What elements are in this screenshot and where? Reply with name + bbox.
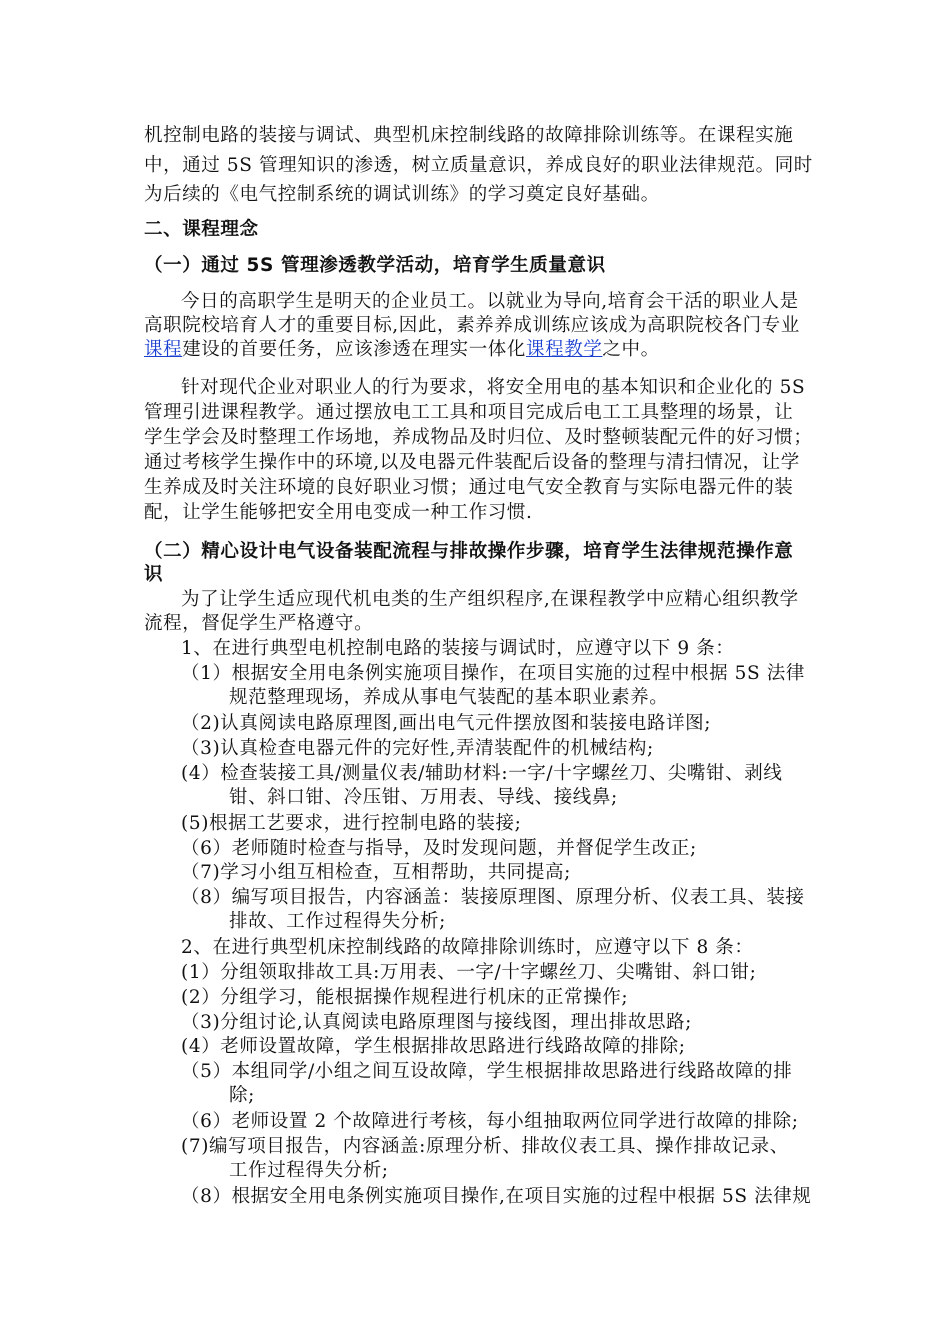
paragraph-1-line-3-mid: 建设的首要任务，应该渗透在理实一体化: [182, 339, 527, 360]
paragraph-1-line-2: 高职院校培育人才的重要目标,因此，素养养成训练应该成为高职院校各门专业: [144, 315, 800, 336]
subsection-heading-1: （一）通过 5S 管理渗透教学活动，培育学生质量意识: [144, 255, 606, 276]
list-2-item-5-line-2: 除;: [229, 1085, 255, 1106]
list-1-item-4-line-2: 钳、斜口钳、冷压钳、万用表、导线、接线鼻;: [229, 787, 618, 808]
list-1-item-5: (5)根据工艺要求，进行控制电路的装接;: [181, 813, 522, 834]
list-2-item-2: (2）分组学习，能根据操作规程进行机床的正常操作;: [181, 987, 629, 1008]
paragraph-2-line-5: 生养成及时关注环境的良好职业习惯；通过电气安全教育与实际电器元件的装: [144, 477, 794, 498]
paragraph-3-line-1: 为了让学生适应现代机电类的生产组织程序,在课程教学中应精心组织教学: [181, 589, 799, 610]
list-2-item-7-line-2: 工作过程得失分析;: [229, 1160, 389, 1181]
paragraph-3-line-2: 流程，督促学生严格遵守。: [144, 613, 374, 634]
paragraph-2-line-6: 配，让学生能够把安全用电变成一种工作习惯.: [144, 502, 533, 523]
list-1-item-2: （2)认真阅读电路原理图,画出电气元件摆放图和装接电路详图;: [181, 713, 712, 734]
subsection-heading-2-line-1: （二）精心设计电气设备装配流程与排故操作步骤，培育学生法律规范操作意: [144, 541, 794, 562]
list-1-item-8-line-2: 排故、工作过程得失分析;: [229, 911, 446, 932]
intro-line-3: 为后续的《电气控制系统的调试训练》的学习奠定良好基础。: [144, 184, 660, 205]
list-2-item-4: (4）老师设置故障，学生根据排故思路进行线路故障的排除;: [181, 1036, 686, 1057]
list-2-item-3: （3)分组讨论,认真阅读电路原理图与接线图，理出排故思路;: [181, 1012, 693, 1033]
list-1-item-1-line-1: （1）根据安全用电条例实施项目操作，在项目实施的过程中根据 5S 法律: [181, 663, 805, 684]
list-1-item-4-line-1: (4）检查装接工具/测量仪表/辅助材料:一字/十字螺丝刀、尖嘴钳、剥线: [181, 763, 783, 784]
section-heading: 二、课程理念: [144, 219, 259, 240]
paragraph-2-line-3: 学生学会及时整理工作场地，养成物品及时归位、及时整顿装配元件的好习惯；: [144, 427, 813, 448]
list-1-item-6: （6）老师随时检查与指导，及时发现问题，并督促学生改正;: [181, 838, 697, 859]
list-2-item-5-line-1: （5）本组同学/小组之间互设故障，学生根据排故思路进行线路故障的排: [181, 1061, 793, 1082]
course-link[interactable]: 课程: [144, 339, 183, 360]
list-2-title: 2、在进行典型机床控制线路的故障排除训练时，应遵守以下 8 条：: [181, 937, 754, 958]
list-1-title: 1、在进行典型电机控制电路的装接与调试时，应遵守以下 9 条：: [181, 638, 735, 659]
list-2-item-6: （6）老师设置 2 个故障进行考核，每小组抽取两位同学进行故障的排除;: [181, 1111, 799, 1132]
subsection-heading-2-line-2: 识: [144, 564, 164, 585]
list-1-item-1-line-2: 规范整理现场，养成从事电气装配的基本职业素养。: [229, 687, 669, 708]
course-teaching-link[interactable]: 课程教学: [526, 339, 603, 360]
list-2-item-8: （8）根据安全用电条例实施项目操作,在项目实施的过程中根据 5S 法律规: [181, 1186, 812, 1207]
paragraph-2-line-1: 针对现代企业对职业人的行为要求，将安全用电的基本知识和企业化的 5S: [181, 377, 806, 398]
paragraph-2-line-2: 管理引进课程教学。通过摆放电工工具和项目完成后电工工具整理的场景，让: [144, 402, 794, 423]
list-2-item-1: (1）分组领取排故工具:万用表、一字/十字螺丝刀、尖嘴钳、斜口钳;: [181, 962, 757, 983]
intro-line-2: 中，通过 5S 管理知识的渗透，树立质量意识，养成良好的职业法律规范。同时: [144, 155, 813, 176]
list-1-item-3: （3)认真检查电器元件的完好性,弄清装配件的机械结构;: [181, 738, 654, 759]
paragraph-1-line-1: 今日的高职学生是明天的企业员工。以就业为导向,培育会干活的职业人是: [181, 291, 799, 312]
intro-line-1: 机控制电路的装接与调试、典型机床控制线路的故障排除训练等。在课程实施: [144, 125, 794, 146]
paragraph-1-line-3-end: 之中。: [602, 339, 660, 360]
paragraph-1-line-3: [144, 338, 660, 362]
list-1-item-8-line-1: （8）编写项目报告，内容涵盖：装接原理图、原理分析、仪表工具、装接: [181, 887, 805, 908]
list-2-item-7-line-1: (7)编写项目报告，内容涵盖:原理分析、排故仪表工具、操作排故记录、: [181, 1136, 789, 1157]
paragraph-2-line-4: 通过考核学生操作中的环境,以及电器元件装配后设备的整理与清扫情况，让学: [144, 452, 800, 473]
list-1-item-7: （7)学习小组互相检查，互相帮助，共同提高;: [181, 862, 571, 883]
